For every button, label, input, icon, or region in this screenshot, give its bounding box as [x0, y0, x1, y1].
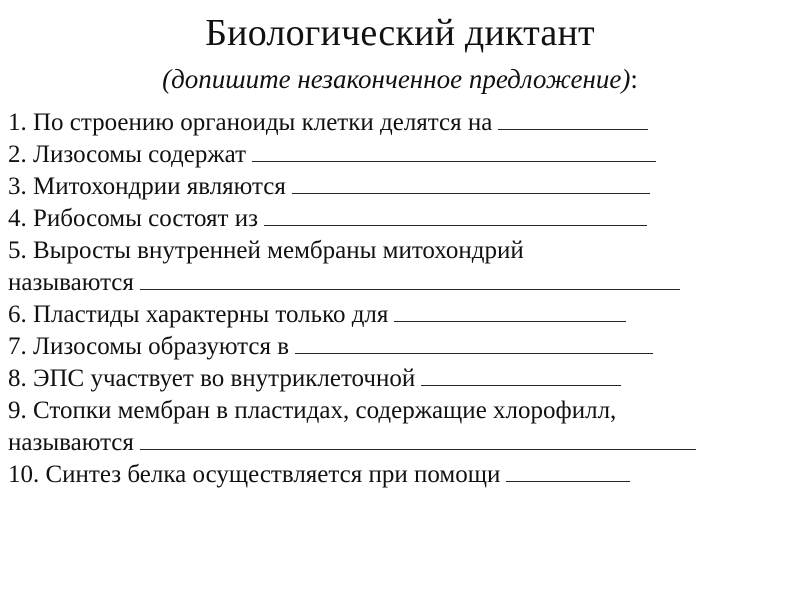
item-text: Митохондрии являются — [33, 173, 286, 200]
item-text: Выросты внутренней мембраны митохондрий — [33, 237, 524, 264]
item-continuation-text: называются — [8, 429, 134, 456]
item-text: Рибосомы состоят из — [33, 205, 258, 232]
answer-blank — [295, 331, 653, 354]
answer-blank — [252, 139, 656, 162]
item-number: 3. — [8, 173, 27, 200]
dictation-item-10 — [8, 459, 792, 491]
answer-blank — [498, 107, 648, 130]
dictation-item-3 — [8, 171, 792, 203]
item-text: Стопки мембран в пластидах, содержащие хлорофилл, — [33, 397, 617, 424]
page-subtitle — [0, 62, 800, 96]
item-number: 7. — [8, 333, 27, 360]
dictation-item-8 — [8, 363, 792, 395]
item-number: 10. — [8, 461, 40, 488]
item-text: ЭПС участвует во внутриклеточной — [33, 365, 416, 392]
answer-blank — [140, 267, 680, 290]
dictation-item-1 — [8, 107, 792, 139]
item-number: 9. — [8, 397, 27, 424]
item-number: 8. — [8, 365, 27, 392]
page-title: Биологический диктант — [205, 12, 595, 54]
dictation-item-7 — [8, 331, 792, 363]
subtitle-text: (допишите незаконченное предложение) — [162, 64, 631, 94]
dictation-item-5 — [8, 235, 792, 299]
answer-blank — [394, 299, 626, 322]
dictation-item-2 — [8, 139, 792, 171]
item-text: Лизосомы образуются в — [33, 333, 290, 360]
item-continuation — [8, 427, 792, 459]
item-number: 4. — [8, 205, 27, 232]
answer-blank — [421, 363, 621, 386]
item-number: 6. — [8, 301, 27, 328]
item-text: Синтез белка осуществляется при помощи — [45, 461, 501, 488]
answer-blank — [264, 203, 647, 226]
answer-blank — [292, 171, 650, 194]
item-number: 1. — [8, 109, 27, 136]
item-continuation-text: называются — [8, 269, 134, 296]
subtitle-colon: : — [630, 64, 638, 94]
item-text: По строению органоиды клетки делятся на — [33, 109, 493, 136]
item-text: Лизосомы содержат — [33, 141, 247, 168]
item-number: 2. — [8, 141, 27, 168]
dictation-list — [8, 107, 792, 491]
dictation-item-6 — [8, 299, 792, 331]
answer-blank — [140, 427, 696, 450]
dictation-item-9 — [8, 395, 792, 459]
answer-blank — [506, 459, 630, 482]
item-text: Пластиды характерны только для — [33, 301, 389, 328]
item-number: 5. — [8, 237, 27, 264]
dictation-item-4 — [8, 203, 792, 235]
item-continuation — [8, 267, 792, 299]
